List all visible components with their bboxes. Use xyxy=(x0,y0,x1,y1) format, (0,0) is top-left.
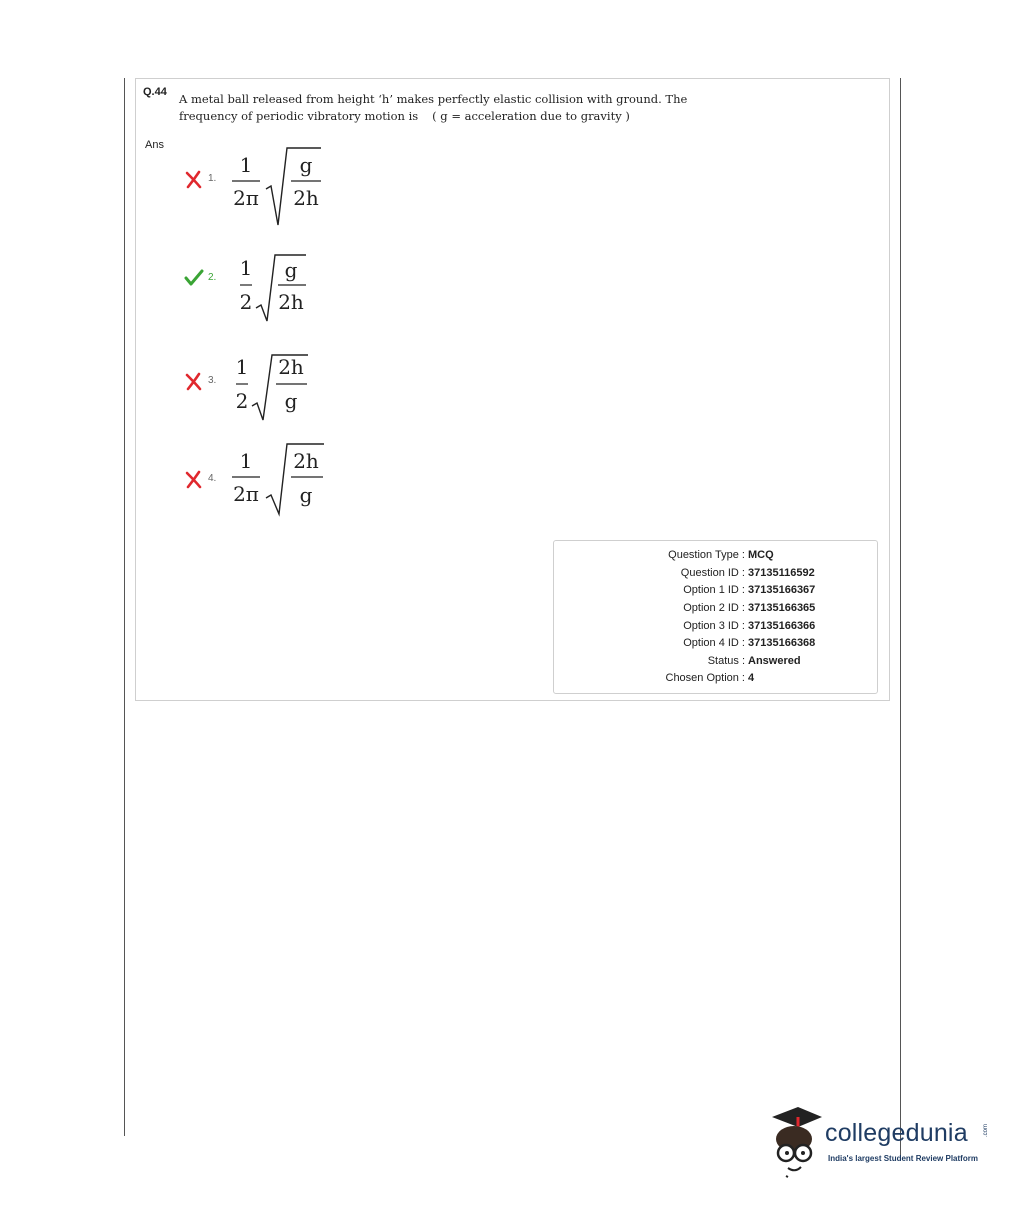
cross-icon xyxy=(184,470,204,490)
info-label: Option 4 ID : xyxy=(683,637,745,649)
denominator: 2 xyxy=(235,389,249,413)
numerator: 1 xyxy=(239,153,253,177)
question-note: ( g = acceleration due to gravity ) xyxy=(432,108,630,123)
check-icon xyxy=(184,268,204,288)
page-right-border xyxy=(900,78,901,1160)
question-text-line1: A metal ball released from height ‘h’ makes perfectly elastic collision with ground. The xyxy=(179,92,688,106)
question-number: Q.44 xyxy=(143,86,167,98)
info-value: 37135166365 xyxy=(748,602,816,614)
info-value: 37135166366 xyxy=(748,620,816,632)
info-label: Option 3 ID : xyxy=(683,620,745,632)
info-label: Option 1 ID : xyxy=(683,584,745,596)
info-row-question-id xyxy=(554,565,879,582)
root-numerator: g xyxy=(284,258,298,282)
numerator: 1 xyxy=(239,256,253,280)
info-value: 37135166368 xyxy=(748,637,816,649)
info-value: MCQ xyxy=(748,549,774,561)
info-label: Option 2 ID : xyxy=(683,602,745,614)
info-row-option3-id xyxy=(554,618,879,635)
root-numerator: 2h xyxy=(293,449,319,473)
denominator: 2π xyxy=(233,186,259,210)
info-row-option4-id xyxy=(554,635,879,652)
mascot-icon xyxy=(768,1105,824,1180)
info-row-chosen-option xyxy=(554,670,879,687)
brand-tagline: India's largest Student Review Platform xyxy=(828,1154,978,1163)
root-denominator: g xyxy=(299,483,313,507)
option-number: 3. xyxy=(208,375,217,386)
root-denominator: g xyxy=(284,389,298,413)
option-1-formula xyxy=(228,148,378,228)
info-label: Chosen Option : xyxy=(665,672,745,684)
numerator: 1 xyxy=(235,355,249,379)
numerator: 1 xyxy=(239,449,253,473)
info-row-option2-id xyxy=(554,600,879,617)
question-text-line2: frequency of periodic vibratory motion is xyxy=(179,108,419,123)
option-4-formula xyxy=(228,444,378,524)
info-label: Status : xyxy=(707,655,745,667)
info-value: Answered xyxy=(748,655,801,667)
cross-icon xyxy=(184,372,204,392)
question-info-panel xyxy=(553,540,878,694)
denominator: 2π xyxy=(233,482,259,506)
denominator: 2 xyxy=(239,290,253,314)
brand-suffix: .com xyxy=(983,1123,989,1137)
collegedunia-logo xyxy=(768,1105,1003,1180)
option-number: 4. xyxy=(208,473,217,484)
root-denominator: 2h xyxy=(278,290,304,314)
brand-name: collegedunia xyxy=(825,1119,968,1147)
root-numerator: 2h xyxy=(278,355,304,379)
info-label: Question Type : xyxy=(668,549,745,561)
info-value: 4 xyxy=(748,672,755,684)
question-text xyxy=(179,91,699,124)
info-value: 37135166367 xyxy=(748,584,816,596)
option-number: 2. xyxy=(208,272,217,283)
info-label: Question ID : xyxy=(680,567,745,579)
info-row-question-type xyxy=(554,547,879,564)
option-3-formula xyxy=(232,352,382,432)
option-2-formula xyxy=(236,253,386,333)
option-number: 1. xyxy=(208,173,217,184)
info-row-option1-id xyxy=(554,582,879,599)
info-value: 37135116592 xyxy=(748,567,815,579)
answer-label: Ans xyxy=(145,139,164,151)
info-row-status xyxy=(554,653,879,670)
page-left-border xyxy=(124,78,125,1136)
root-denominator: 2h xyxy=(293,186,319,210)
cross-icon xyxy=(184,170,204,190)
root-numerator: g xyxy=(299,153,313,177)
